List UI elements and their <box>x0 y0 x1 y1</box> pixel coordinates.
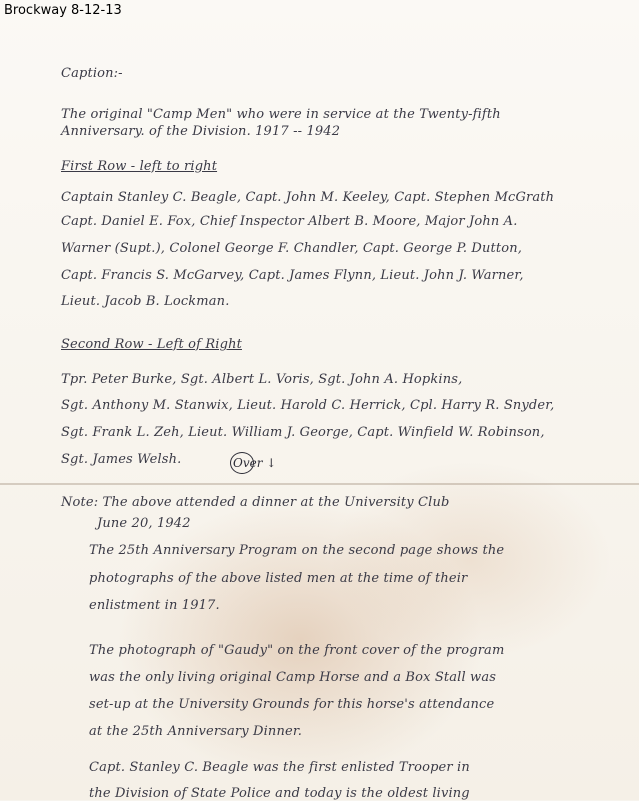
first-row-line-1: Captain Stanley C. Beagle, Capt. John M. Keeley, Capt. Stephen McGrath <box>61 190 555 205</box>
first-row-line-5: Lieut. Jacob B. Lockman. <box>61 294 230 309</box>
second-row-heading: Second Row - Left of Right <box>61 337 242 352</box>
second-row-line-2: Sgt. Anthony M. Stanwix, Lieut. Harold C. Herrick, Cpl. Harry R. Snyder, <box>61 398 555 413</box>
first-row-heading: First Row - left to right <box>61 159 218 174</box>
caption-label: Caption:- <box>61 66 123 81</box>
paper-fold <box>0 483 639 485</box>
note-para1-line-3: enlistment in 1917. <box>89 598 220 613</box>
over-mark-text: Over <box>233 456 263 470</box>
caption-intro-line-2: Anniversary. of the Division. 1917 -- 1942 <box>61 124 341 139</box>
second-row-line-4: Sgt. James Welsh. <box>61 452 182 467</box>
note-para3-line-2: the Division of State Police and today is the oldest living <box>89 786 470 801</box>
note-para2-line-3: set-up at the University Grounds for this horse's attendance <box>89 697 495 712</box>
second-row-line-3: Sgt. Frank L. Zeh, Lieut. William J. George, Capt. Winfield W. Robinson, <box>61 425 545 440</box>
first-row-line-3: Warner (Supt.), Colonel George F. Chandler, Capt. George P. Dutton, <box>61 241 523 256</box>
second-row-line-1: Tpr. Peter Burke, Sgt. Albert L. Voris, Sgt. John A. Hopkins, <box>61 372 463 387</box>
note-para2-line-2: was the only living original Camp Horse and a Box Stall was <box>89 670 497 685</box>
note-line: Note: The above attended a dinner at the University Club <box>61 495 450 510</box>
first-row-line-2: Capt. Daniel E. Fox, Chief Inspector Albert B. Moore, Major John A. <box>61 214 518 229</box>
note-para1-line-2: photographs of the above listed men at the time of their <box>89 571 468 586</box>
note-para2-line-4: at the 25th Anniversary Dinner. <box>89 724 303 739</box>
caption-intro-line-1: The original "Camp Men" who were in service at the Twenty-fifth <box>61 107 501 122</box>
note-para1-line-1: The 25th Anniversary Program on the second page shows the <box>89 543 505 558</box>
note-para2-line-1: The photograph of "Gaudy" on the front cover of the program <box>89 643 505 658</box>
over-handwritten-mark: Over ↓ <box>233 456 276 470</box>
note-para3-line-1: Capt. Stanley C. Beagle was the first enlisted Trooper in <box>89 760 470 775</box>
first-row-line-4: Capt. Francis S. McGarvey, Capt. James Flynn, Lieut. John J. Warner, <box>61 268 524 283</box>
over-circle <box>230 452 254 474</box>
note-date: June 20, 1942 <box>97 516 191 531</box>
file-label: Brockway 8-12-13 <box>4 3 122 18</box>
